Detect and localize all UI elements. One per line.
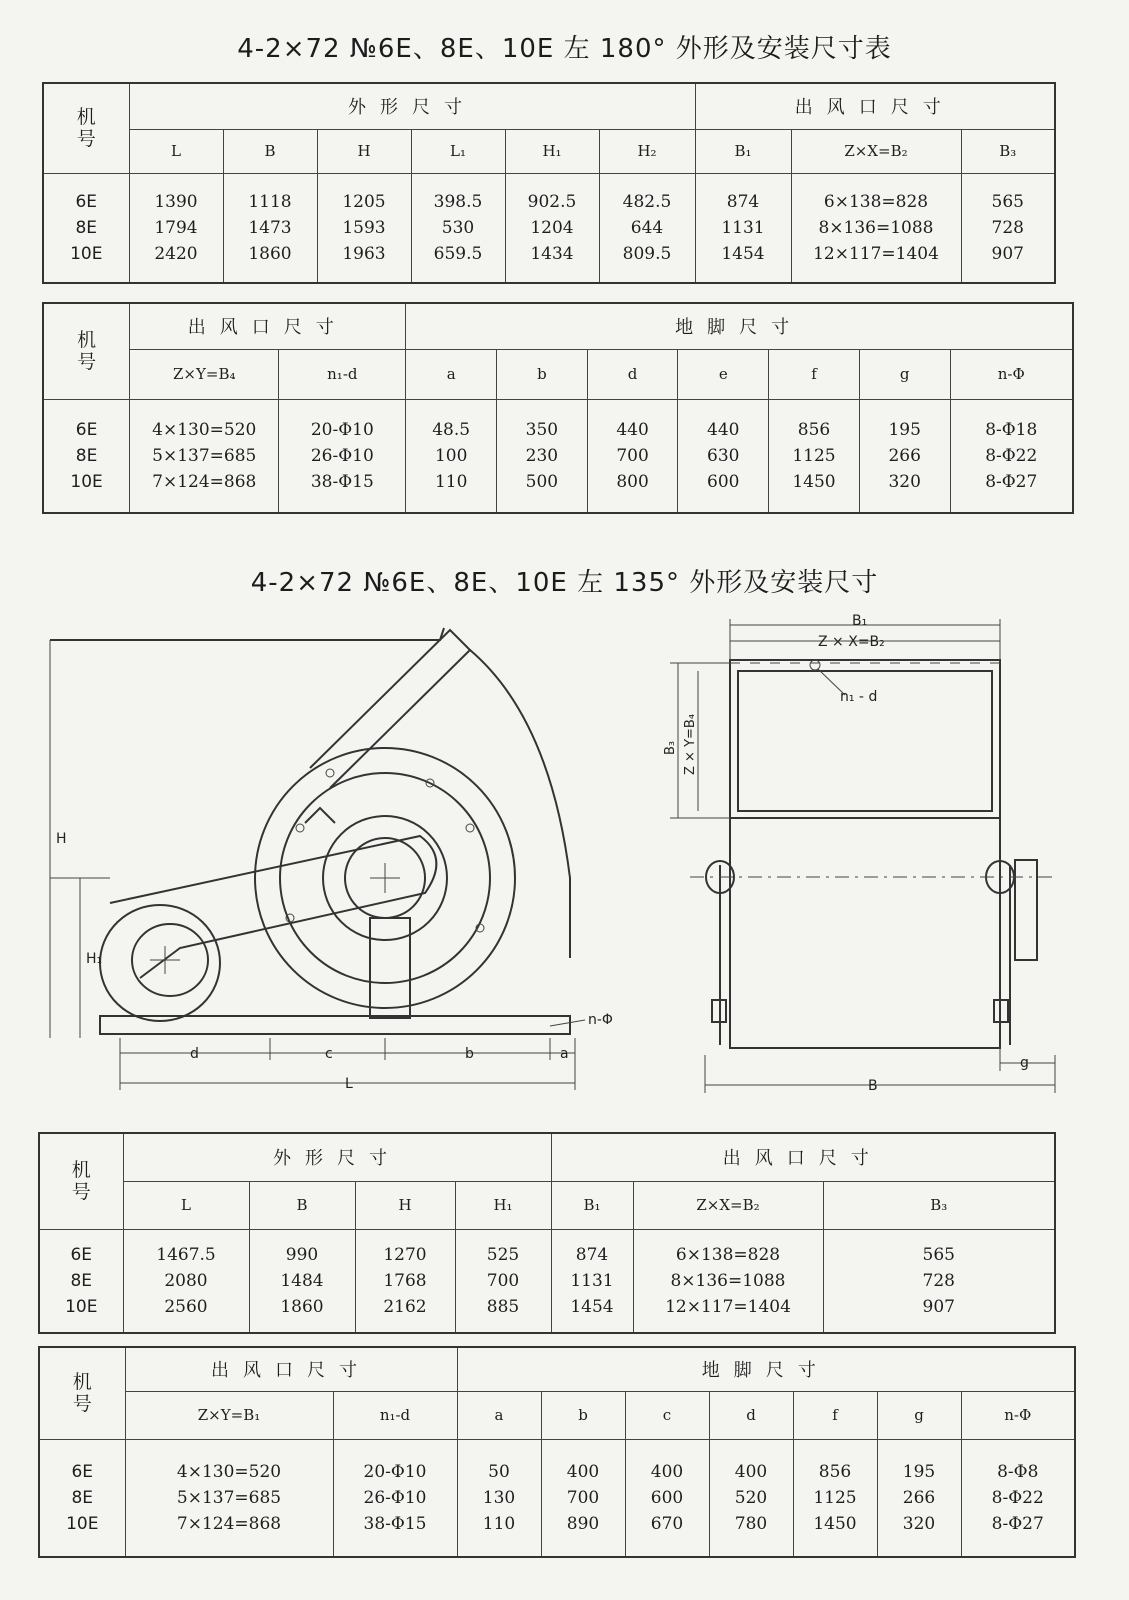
dim-ticks-left — [670, 663, 730, 818]
model-header: 机 号 — [39, 1133, 123, 1229]
lift-lug — [305, 808, 335, 823]
col-header: c — [625, 1391, 709, 1439]
col-header: L — [129, 129, 223, 173]
dim-label-B: B — [868, 1078, 878, 1094]
value-cell: 400 600 670 — [625, 1439, 709, 1557]
col-header: n₁-d — [279, 349, 406, 399]
col-header: H₁ — [455, 1181, 551, 1229]
dim-label-d: d — [190, 1046, 199, 1062]
col-header: a — [457, 1391, 541, 1439]
col-header: e — [678, 349, 769, 399]
model-list: 6E 8E 10E — [39, 1439, 125, 1557]
value-cell: 8-Φ18 8-Φ22 8-Φ27 — [950, 399, 1073, 513]
value-cell: 1118 1473 1860 — [223, 173, 317, 283]
dim-ticks-B — [705, 1055, 1055, 1093]
bearing-support — [370, 918, 410, 1018]
value-cell: 350 230 500 — [497, 399, 588, 513]
side-view-drawing — [30, 628, 613, 1108]
dim-label-n1d: n₁ - d — [840, 689, 878, 705]
table-135-shape-outlet — [38, 1132, 1056, 1334]
col-header: n-Φ — [961, 1391, 1075, 1439]
col-header: d — [709, 1391, 793, 1439]
value-cell: 525 700 885 — [455, 1229, 551, 1333]
dim-label-H1: H₁ — [86, 951, 103, 967]
value-cell: 50 130 110 — [457, 1439, 541, 1557]
col-header: B — [249, 1181, 355, 1229]
value-cell: 8-Φ8 8-Φ22 8-Φ27 — [961, 1439, 1075, 1557]
col-header: Z×Y=B₁ — [125, 1391, 333, 1439]
model-header: 机 号 — [43, 303, 130, 399]
col-header: H — [355, 1181, 455, 1229]
leader-nphi — [550, 1020, 585, 1026]
dim-label-B3: B₃ — [663, 740, 678, 755]
outlet-dims-header: 出风口尺寸 — [695, 83, 1055, 129]
col-header: H₂ — [599, 129, 695, 173]
value-cell: 400 520 780 — [709, 1439, 793, 1557]
table-135-outlet-foot — [38, 1346, 1076, 1558]
value-cell: 1270 1768 2162 — [355, 1229, 455, 1333]
col-header: g — [859, 349, 950, 399]
col-header: L — [123, 1181, 249, 1229]
model-list: 6E 8E 10E — [43, 399, 130, 513]
col-header: H₁ — [505, 129, 599, 173]
value-cell: 20-Φ10 26-Φ10 38-Φ15 — [333, 1439, 457, 1557]
value-cell: 440 700 800 — [587, 399, 678, 513]
value-cell: 4×130=520 5×137=685 7×124=868 — [130, 399, 279, 513]
outlet-frame — [730, 660, 1000, 818]
value-cell: 20-Φ10 26-Φ10 38-Φ15 — [279, 399, 406, 513]
value-cell: 48.5 100 110 — [406, 399, 497, 513]
top-outline — [50, 628, 444, 640]
col-header: B₁ — [551, 1181, 633, 1229]
dim-label-g: g — [1020, 1055, 1029, 1071]
col-header: L₁ — [411, 129, 505, 173]
value-cell: 1205 1593 1963 — [317, 173, 411, 283]
outlet-dims-header: 出风口尺寸 — [551, 1133, 1055, 1181]
value-cell: 195 266 320 — [859, 399, 950, 513]
col-header: H — [317, 129, 411, 173]
outlet-dims-header: 出风口尺寸 — [130, 303, 406, 349]
dim-label-a: a — [560, 1046, 569, 1062]
value-cell: 874 1131 1454 — [695, 173, 791, 283]
value-cell: 1390 1794 2420 — [129, 173, 223, 283]
side-legs — [720, 865, 1010, 1045]
col-header: a — [406, 349, 497, 399]
model-header: 机 号 — [43, 83, 129, 173]
value-cell: 902.5 1204 1434 — [505, 173, 599, 283]
dim-label-H: H — [56, 831, 67, 847]
foot-dims-header: 地脚尺寸 — [406, 303, 1073, 349]
dim-label-b: b — [465, 1046, 474, 1062]
col-header: B₃ — [823, 1181, 1055, 1229]
model-list: 6E 8E 10E — [43, 173, 129, 283]
value-cell: 1467.5 2080 2560 — [123, 1229, 249, 1333]
housing-body — [730, 818, 1000, 1048]
outlet-dims-header: 出风口尺寸 — [125, 1347, 457, 1391]
table-180-shape-outlet — [42, 82, 1056, 284]
col-header: n₁-d — [333, 1391, 457, 1439]
model-list: 6E 8E 10E — [39, 1229, 123, 1333]
col-header: B₃ — [961, 129, 1055, 173]
dim-label-nphi: n-Φ — [588, 1012, 613, 1028]
bolt-hole — [810, 660, 820, 670]
center-mark-fan — [370, 863, 400, 893]
col-header: n-Φ — [950, 349, 1073, 399]
dim-label-ZYB4: Z × Y=B₄ — [683, 713, 698, 775]
col-header: g — [877, 1391, 961, 1439]
col-header: b — [497, 349, 588, 399]
col-header: Z×X=B₂ — [633, 1181, 823, 1229]
dim-label-c: c — [325, 1046, 333, 1062]
value-cell: 398.5 530 659.5 — [411, 173, 505, 283]
col-header: b — [541, 1391, 625, 1439]
shape-dims-header: 外形尺寸 — [123, 1133, 551, 1181]
base-frame — [100, 1016, 570, 1034]
value-cell: 195 266 320 — [877, 1439, 961, 1557]
pulley — [1015, 860, 1037, 960]
bolt-hole — [466, 824, 474, 832]
table-180-outlet-foot — [42, 302, 1074, 514]
col-header: B₁ — [695, 129, 791, 173]
col-header: f — [769, 349, 860, 399]
value-cell: 874 1131 1454 — [551, 1229, 633, 1333]
value-cell: 4×130=520 5×137=685 7×124=868 — [125, 1439, 333, 1557]
col-header: Z×Y=B₄ — [130, 349, 279, 399]
col-header: B — [223, 129, 317, 173]
value-cell: 565 728 907 — [823, 1229, 1055, 1333]
value-cell: 440 630 600 — [678, 399, 769, 513]
value-cell: 856 1125 1450 — [793, 1439, 877, 1557]
value-cell: 6×138=828 8×136=1088 12×117=1404 — [633, 1229, 823, 1333]
front-view-drawing — [663, 613, 1090, 1105]
bolt-hole — [296, 824, 304, 832]
col-header: d — [587, 349, 678, 399]
dim-label-ZXB2: Z × X=B₂ — [818, 634, 885, 650]
value-cell: 400 700 890 — [541, 1439, 625, 1557]
shape-dims-header: 外形尺寸 — [129, 83, 695, 129]
value-cell: 990 1484 1860 — [249, 1229, 355, 1333]
dim-label-B1: B₁ — [852, 613, 868, 629]
belt-guard — [110, 836, 436, 978]
value-cell: 856 1125 1450 — [769, 399, 860, 513]
foot-dims-header: 地脚尺寸 — [457, 1347, 1075, 1391]
page-title-180: 4-2×72 №6E、8E、10E 左 180° 外形及安装尺寸表 — [237, 34, 892, 64]
model-header: 机 号 — [39, 1347, 125, 1439]
value-cell: 482.5 644 809.5 — [599, 173, 695, 283]
col-header: f — [793, 1391, 877, 1439]
page-title-135: 4-2×72 №6E、8E、10E 左 135° 外形及安装尺寸 — [250, 568, 879, 598]
col-header: Z×X=B₂ — [791, 129, 961, 173]
bolt-hole — [326, 769, 334, 777]
value-cell: 565 728 907 — [961, 173, 1055, 283]
value-cell: 6×138=828 8×136=1088 12×117=1404 — [791, 173, 961, 283]
dim-label-L: L — [345, 1076, 353, 1092]
